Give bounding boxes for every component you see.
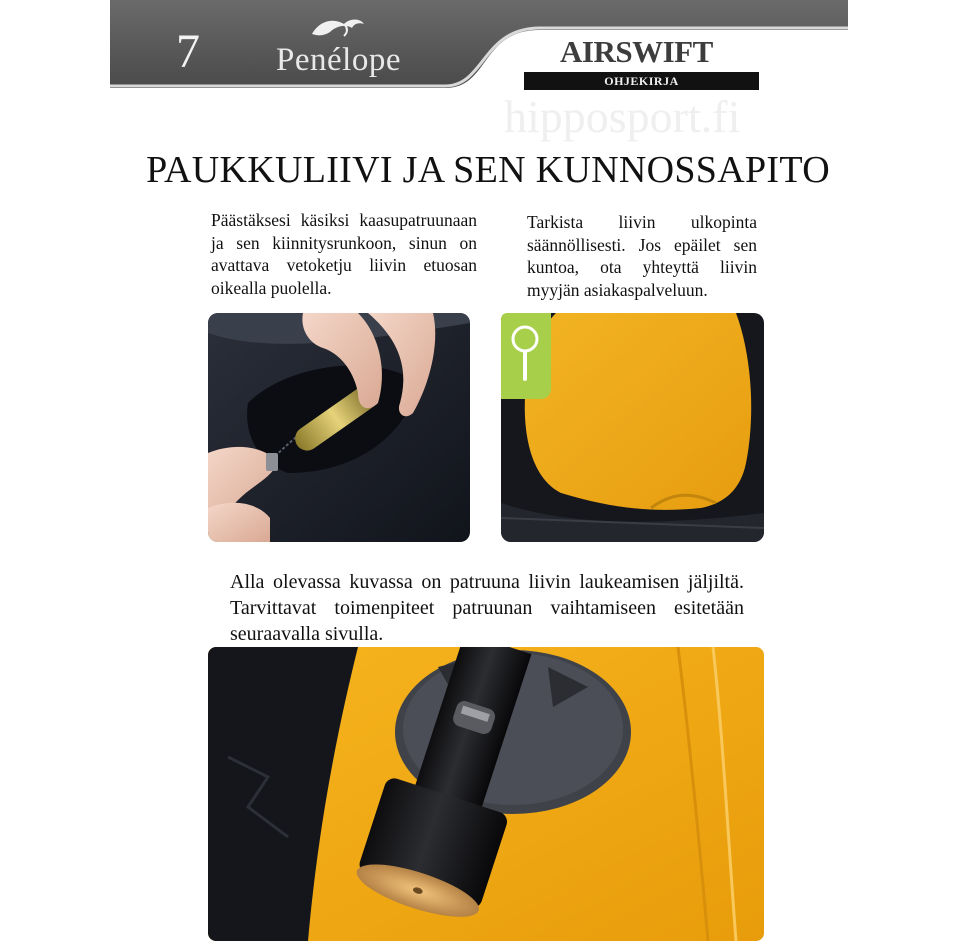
- intro-paragraph-right: Tarkista liivin ulkopinta säännöllisesti. Jos epäilet sen kuntoa, ota yhteyttä liivin myyjän asiakaspalveluun.: [527, 212, 757, 300]
- cartridge-photo: [208, 647, 764, 941]
- intro-paragraph-left: Päästäksesi käsiksi kaasupatruunaan ja sen kiinnitysrunkoon, sinun on avattava vetoketju liivin etuosan oikealla puolella.: [211, 210, 477, 298]
- inspect-badge: [501, 313, 551, 399]
- manual-label-box: [524, 72, 759, 90]
- cartridge-paragraph: Alla olevassa kuvassa on patruuna liivin laukeamisen jäljiltä. Tarvittavat toimenpiteet patruunan vaihtamiseen esitetään seuraavalla sivulla.: [230, 571, 744, 645]
- product-name: AIRSWIFT: [560, 34, 713, 69]
- magnifier-icon: [501, 313, 551, 399]
- brand-logo: [270, 14, 410, 86]
- brand-name: Penélope: [276, 42, 401, 78]
- page-number: 7: [176, 25, 200, 78]
- manual-label: OHJEKIRJA: [604, 74, 679, 88]
- header-band: [110, 0, 848, 92]
- zipper-pocket-photo: [208, 313, 470, 542]
- watermark: hipposport.fi: [504, 91, 741, 142]
- horse-logo-icon: [308, 14, 368, 40]
- page-title: PAUKKULIIVI JA SEN KUNNOSSAPITO: [146, 149, 830, 191]
